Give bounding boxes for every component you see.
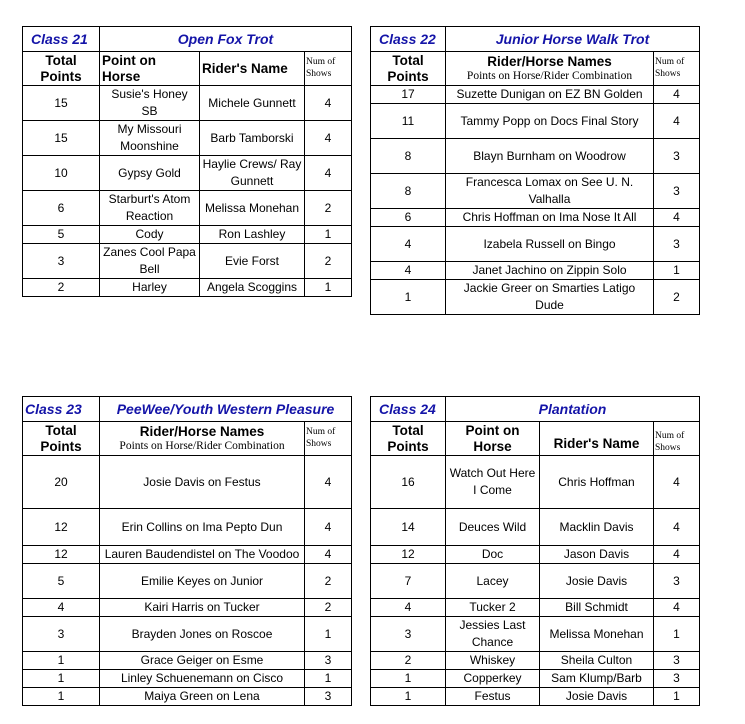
shows-cell: 4 bbox=[305, 156, 352, 191]
class-label: Class 24 bbox=[371, 397, 446, 422]
shows-cell: 1 bbox=[305, 226, 352, 244]
total-points-header: Total Points bbox=[371, 422, 446, 456]
shows-cell: 4 bbox=[305, 121, 352, 156]
class-22-table bbox=[370, 26, 700, 315]
shows-cell: 1 bbox=[305, 670, 352, 688]
points-cell: 3 bbox=[23, 244, 100, 279]
class-23-table bbox=[22, 396, 352, 706]
horse-cell: Festus bbox=[446, 688, 540, 706]
points-cell: 12 bbox=[23, 546, 100, 564]
riders-name-header: Rider's Name bbox=[540, 422, 654, 456]
table-row bbox=[23, 121, 352, 156]
combo-cell: Suzette Dunigan on EZ BN Golden bbox=[446, 86, 654, 104]
combo-cell: Janet Jachino on Zippin Solo bbox=[446, 262, 654, 280]
shows-cell: 3 bbox=[654, 564, 700, 599]
riders-name-header: Rider's Name bbox=[200, 52, 305, 86]
class-title: PeeWee/Youth Western Pleasure bbox=[100, 397, 352, 422]
horse-cell: Tucker 2 bbox=[446, 599, 540, 617]
combo-cell: Tammy Popp on Docs Final Story bbox=[446, 104, 654, 139]
combo-cell: Izabela Russell on Bingo bbox=[446, 227, 654, 262]
table-row bbox=[371, 262, 700, 280]
table-row bbox=[23, 191, 352, 226]
table-row bbox=[371, 139, 700, 174]
combination-note: Points on Horse/Rider Combination bbox=[119, 440, 285, 452]
combo-cell: Josie Davis on Festus bbox=[100, 456, 305, 509]
shows-cell: 1 bbox=[654, 262, 700, 280]
table-row bbox=[23, 688, 352, 706]
horse-cell: Jessies Last Chance bbox=[446, 617, 540, 652]
shows-cell: 3 bbox=[654, 652, 700, 670]
shows-cell: 4 bbox=[654, 209, 700, 227]
points-cell: 11 bbox=[371, 104, 446, 139]
points-cell: 16 bbox=[371, 456, 446, 509]
num-of-shows-header: Num of Shows bbox=[305, 52, 352, 86]
table-row bbox=[23, 279, 352, 297]
shows-cell: 2 bbox=[654, 280, 700, 315]
horse-cell: Whiskey bbox=[446, 652, 540, 670]
shows-cell: 4 bbox=[654, 599, 700, 617]
table-row bbox=[23, 509, 352, 546]
class-21-table bbox=[22, 26, 352, 297]
table-row bbox=[23, 244, 352, 279]
points-cell: 15 bbox=[23, 86, 100, 121]
total-points-header: Total Points bbox=[23, 422, 100, 456]
class-label: Class 22 bbox=[371, 27, 446, 52]
shows-cell: 1 bbox=[654, 688, 700, 706]
rider-horse-names-label: Rider/Horse Names bbox=[487, 54, 612, 69]
table-row bbox=[23, 226, 352, 244]
table-row bbox=[23, 456, 352, 509]
rider-cell: Haylie Crews/ Ray Gunnett bbox=[200, 156, 305, 191]
table-row bbox=[371, 546, 700, 564]
horse-cell: Watch Out Here I Come bbox=[446, 456, 540, 509]
table-row bbox=[371, 670, 700, 688]
table-row bbox=[371, 209, 700, 227]
points-cell: 1 bbox=[371, 670, 446, 688]
points-cell: 14 bbox=[371, 509, 446, 546]
points-cell: 6 bbox=[23, 191, 100, 226]
shows-cell: 3 bbox=[654, 174, 700, 209]
combo-cell: Jackie Greer on Smarties Latigo Dude bbox=[446, 280, 654, 315]
points-cell: 8 bbox=[371, 174, 446, 209]
table-row bbox=[23, 599, 352, 617]
table-row bbox=[23, 652, 352, 670]
table-row bbox=[23, 617, 352, 652]
table-row bbox=[371, 599, 700, 617]
table-row bbox=[371, 456, 700, 509]
points-cell: 7 bbox=[371, 564, 446, 599]
points-cell: 2 bbox=[371, 652, 446, 670]
points-cell: 6 bbox=[371, 209, 446, 227]
total-points-header: Total Points bbox=[23, 52, 100, 86]
table-row bbox=[23, 670, 352, 688]
horse-cell: Lacey bbox=[446, 564, 540, 599]
rider-cell: Melissa Monehan bbox=[540, 617, 654, 652]
horse-cell: Gypsy Gold bbox=[100, 156, 200, 191]
rider-cell: Evie Forst bbox=[200, 244, 305, 279]
combo-cell: Kairi Harris on Tucker bbox=[100, 599, 305, 617]
rider-cell: Bill Schmidt bbox=[540, 599, 654, 617]
combo-cell: Lauren Baudendistel on The Voodoo bbox=[100, 546, 305, 564]
point-on-horse-header: Point on Horse bbox=[446, 422, 540, 456]
table-row bbox=[23, 564, 352, 599]
combination-note: Points on Horse/Rider Combination bbox=[466, 70, 633, 82]
table-row bbox=[371, 174, 700, 209]
rider-cell: Ron Lashley bbox=[200, 226, 305, 244]
combo-cell: Maiya Green on Lena bbox=[100, 688, 305, 706]
points-cell: 20 bbox=[23, 456, 100, 509]
points-cell: 4 bbox=[23, 599, 100, 617]
shows-cell: 3 bbox=[654, 139, 700, 174]
points-cell: 1 bbox=[371, 688, 446, 706]
table-row bbox=[23, 156, 352, 191]
point-on-horse-header: Point on Horse bbox=[100, 52, 200, 86]
num-of-shows-header: Num of Shows bbox=[654, 52, 700, 86]
horse-cell: Copperkey bbox=[446, 670, 540, 688]
points-cell: 4 bbox=[371, 227, 446, 262]
rider-cell: Macklin Davis bbox=[540, 509, 654, 546]
shows-cell: 1 bbox=[305, 617, 352, 652]
shows-cell: 4 bbox=[305, 86, 352, 121]
rider-cell: Jason Davis bbox=[540, 546, 654, 564]
points-cell: 1 bbox=[23, 688, 100, 706]
shows-cell: 3 bbox=[305, 688, 352, 706]
points-cell: 17 bbox=[371, 86, 446, 104]
shows-cell: 4 bbox=[654, 546, 700, 564]
class-label: Class 21 bbox=[23, 27, 100, 52]
points-cell: 1 bbox=[23, 652, 100, 670]
points-cell: 4 bbox=[371, 262, 446, 280]
table-row bbox=[371, 617, 700, 652]
points-cell: 5 bbox=[23, 564, 100, 599]
table-row bbox=[23, 546, 352, 564]
horse-cell: Susie's Honey SB bbox=[100, 86, 200, 121]
combo-cell: Francesca Lomax on See U. N. Valhalla bbox=[446, 174, 654, 209]
combo-cell: Erin Collins on Ima Pepto Dun bbox=[100, 509, 305, 546]
rider-horse-names-label: Rider/Horse Names bbox=[139, 424, 265, 439]
table-row bbox=[371, 509, 700, 546]
table-row bbox=[23, 86, 352, 121]
shows-cell: 1 bbox=[654, 617, 700, 652]
points-cell: 3 bbox=[23, 617, 100, 652]
rider-cell: Josie Davis bbox=[540, 564, 654, 599]
shows-cell: 2 bbox=[305, 244, 352, 279]
num-of-shows-header: Num of Shows bbox=[305, 422, 352, 456]
class-24-table bbox=[370, 396, 700, 706]
rider-cell: Sam Klump/Barb bbox=[540, 670, 654, 688]
combo-cell: Linley Schuenemann on Cisco bbox=[100, 670, 305, 688]
points-cell: 12 bbox=[23, 509, 100, 546]
shows-cell: 4 bbox=[654, 456, 700, 509]
shows-cell: 4 bbox=[654, 86, 700, 104]
shows-cell: 2 bbox=[305, 599, 352, 617]
rider-horse-names-header bbox=[100, 422, 305, 456]
table-row bbox=[371, 227, 700, 262]
points-cell: 1 bbox=[23, 670, 100, 688]
horse-cell: Harley bbox=[100, 279, 200, 297]
rider-cell: Angela Scoggins bbox=[200, 279, 305, 297]
table-row bbox=[371, 564, 700, 599]
points-cell: 5 bbox=[23, 226, 100, 244]
rider-horse-names-header bbox=[446, 52, 654, 86]
shows-cell: 4 bbox=[305, 456, 352, 509]
table-row bbox=[371, 86, 700, 104]
rider-cell: Barb Tamborski bbox=[200, 121, 305, 156]
rider-cell: Josie Davis bbox=[540, 688, 654, 706]
rider-cell: Chris Hoffman bbox=[540, 456, 654, 509]
class-title: Open Fox Trot bbox=[100, 27, 352, 52]
table-row bbox=[371, 652, 700, 670]
class-title: Plantation bbox=[446, 397, 700, 422]
class-title: Junior Horse Walk Trot bbox=[446, 27, 700, 52]
points-cell: 4 bbox=[371, 599, 446, 617]
shows-cell: 4 bbox=[305, 546, 352, 564]
points-cell: 10 bbox=[23, 156, 100, 191]
shows-cell: 3 bbox=[305, 652, 352, 670]
horse-cell: Doc bbox=[446, 546, 540, 564]
points-cell: 2 bbox=[23, 279, 100, 297]
points-cell: 1 bbox=[371, 280, 446, 315]
num-of-shows-header: Num of Shows bbox=[654, 422, 700, 456]
shows-cell: 4 bbox=[305, 509, 352, 546]
rider-cell: Melissa Monehan bbox=[200, 191, 305, 226]
rider-cell: Michele Gunnett bbox=[200, 86, 305, 121]
shows-cell: 2 bbox=[305, 191, 352, 226]
table-row bbox=[371, 688, 700, 706]
table-row bbox=[371, 280, 700, 315]
combo-cell: Blayn Burnham on Woodrow bbox=[446, 139, 654, 174]
shows-cell: 2 bbox=[305, 564, 352, 599]
combo-cell: Chris Hoffman on Ima Nose It All bbox=[446, 209, 654, 227]
points-cell: 3 bbox=[371, 617, 446, 652]
horse-cell: Zanes Cool Papa Bell bbox=[100, 244, 200, 279]
points-cell: 15 bbox=[23, 121, 100, 156]
rider-cell: Sheila Culton bbox=[540, 652, 654, 670]
horse-cell: Cody bbox=[100, 226, 200, 244]
horse-cell: Deuces Wild bbox=[446, 509, 540, 546]
shows-cell: 4 bbox=[654, 104, 700, 139]
combo-cell: Emilie Keyes on Junior bbox=[100, 564, 305, 599]
points-cell: 8 bbox=[371, 139, 446, 174]
horse-cell: Starburt's Atom Reaction bbox=[100, 191, 200, 226]
table-row bbox=[371, 104, 700, 139]
horse-cell: My Missouri Moonshine bbox=[100, 121, 200, 156]
combo-cell: Brayden Jones on Roscoe bbox=[100, 617, 305, 652]
class-label: Class 23 bbox=[23, 397, 100, 422]
shows-cell: 3 bbox=[654, 227, 700, 262]
total-points-header: Total Points bbox=[371, 52, 446, 86]
points-cell: 12 bbox=[371, 546, 446, 564]
shows-cell: 3 bbox=[654, 670, 700, 688]
shows-cell: 4 bbox=[654, 509, 700, 546]
shows-cell: 1 bbox=[305, 279, 352, 297]
combo-cell: Grace Geiger on Esme bbox=[100, 652, 305, 670]
